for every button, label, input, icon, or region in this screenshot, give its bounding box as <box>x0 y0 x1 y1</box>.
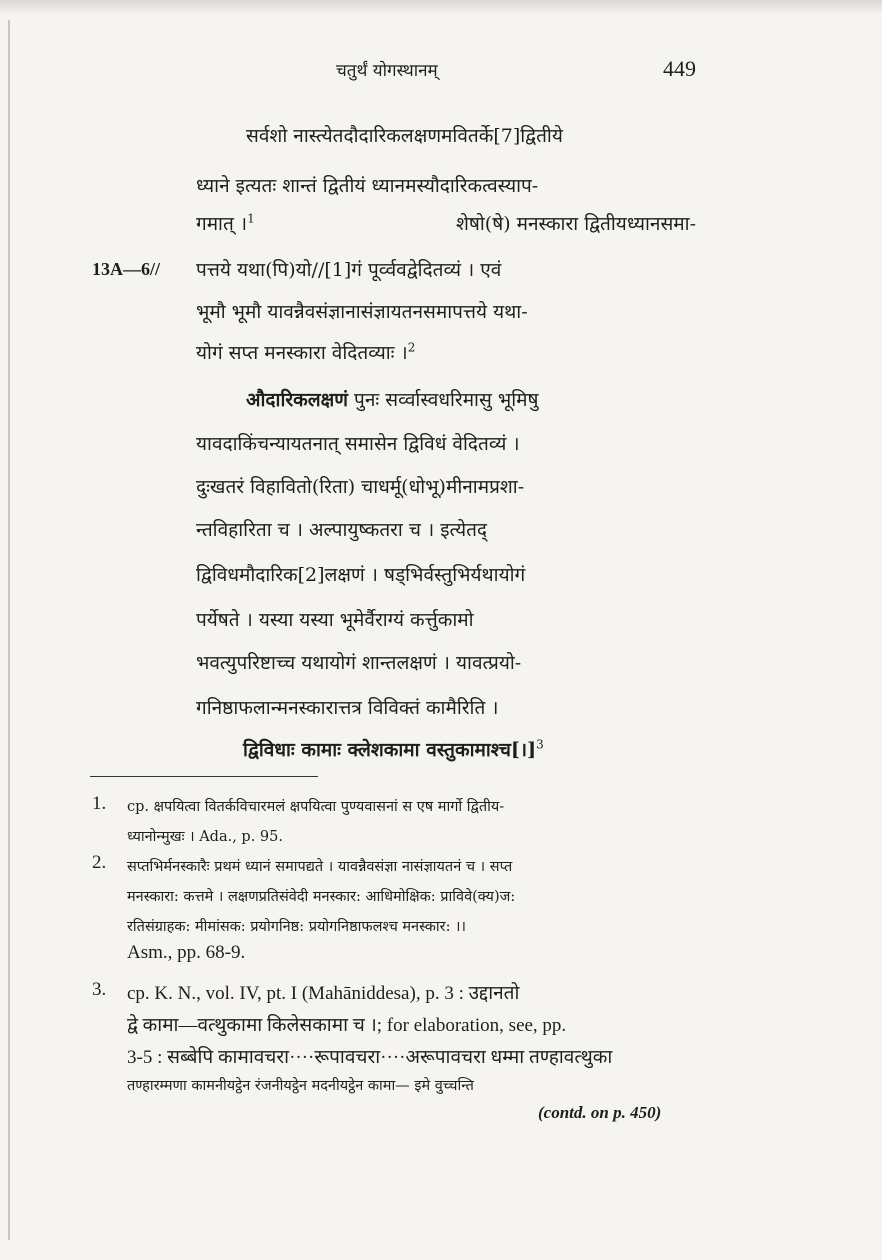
footnote-2-line-3 <box>127 916 695 936</box>
body-line-12 <box>196 608 696 632</box>
body-text: सर्वशो नास्त्येतदौदारिकलक्षणमवितर्के[7]द्वितीये <box>246 125 563 147</box>
footnote-number-2: 2. <box>92 852 107 873</box>
footnote-text: तण्हारम्मणा कामनीयट्ठेन रंजनीयट्ठेन मदनीयट्ठेन कामा— इमे वुच्चन्ति <box>127 1078 474 1094</box>
footnote-3-line-4 <box>127 1075 695 1095</box>
body-line-10 <box>196 518 696 542</box>
footnote-text: cp. K. N., vol. IV, pt. I (Mahāniddesa), p. 3 : उद्दानतो <box>127 983 520 1004</box>
body-text: द्विविधमौदारिक[2]लक्षणं । षड्भिर्वस्तुभिर्यथायोगं <box>196 564 526 586</box>
footnote-text: मनस्कारा: कत्तमे । लक्षणप्रतिसंवेदी मनस्कार: आधिमोक्षिक: प्राविवे(क्य)ज: <box>127 889 516 905</box>
page-left-edge <box>8 20 10 1240</box>
footnote-2-line-2 <box>127 886 695 906</box>
continuation-note: (contd. on p. 450) <box>538 1103 662 1122</box>
body-line-13 <box>196 651 696 675</box>
body-text: पुनः सर्व्वास्वधरिमासु भूमिषु <box>354 389 539 411</box>
body-line-8 <box>196 432 696 456</box>
body-line-14 <box>196 696 696 720</box>
page-top-edge <box>0 0 882 14</box>
body-line-11 <box>196 563 696 587</box>
body-text: भूमौ भूमौ यावन्नैवसंज्ञानासंज्ञायतनसमापत्तये यथा- <box>196 301 528 323</box>
footnote-text: द्वे कामा—वत्थुकामा किलेसकामा च ।; for elaboration, see, pp. <box>127 1015 567 1036</box>
body-line-4 <box>196 258 696 282</box>
body-line-6 <box>196 341 696 365</box>
page-number: 449 <box>663 56 696 81</box>
body-line-5 <box>196 300 696 324</box>
footnote-1-line-1 <box>127 796 695 816</box>
footnote-text: रतिसंग्राहक: मीमांसक: प्रयोगनिष्ठ: प्रयोगनिष्ठाफलश्च मनस्कार: ।। <box>127 919 467 935</box>
footnote-3-line-2 <box>127 1011 695 1037</box>
footnote-3-line-1 <box>127 979 695 1005</box>
footnote-text: cp. क्षपयित्वा वितर्कविचारमलं क्षपयित्वा पुण्यवासनां स एष मार्गो द्वितीय- <box>127 799 505 815</box>
footnote-1-line-2 <box>127 826 695 846</box>
footnote-2-line-1 <box>127 856 695 876</box>
body-text-part: गमात् । <box>196 213 248 235</box>
body-line-1 <box>246 124 696 148</box>
footnote-divider <box>90 776 318 777</box>
footnote-marker-2: 2 <box>407 340 416 355</box>
footnote-text: सप्तभिर्मनस्कारैः प्रथमं ध्यानं समापद्यते । यावन्नैवसंज्ञा नासंज्ञायतनं च । सप्त <box>127 859 513 875</box>
body-text: यावदाकिंचन्यायतनात् समासेन द्विविधं वेदितव्यं । <box>196 433 520 455</box>
footnote-marker-3: 3 <box>536 737 544 752</box>
body-line-3 <box>196 212 696 236</box>
body-text: दुःखतरं विहावितो(रिता) चाधर्मू(धोभू)मीनामप्रशा- <box>196 476 525 498</box>
body-text <box>196 212 255 236</box>
body-line-9 <box>196 475 696 499</box>
body-text: पत्तये यथा(पि)यो//[1]गं पूर्व्ववद्वेदितव्यं । एवं <box>196 259 502 281</box>
footnote-text: ध्यानोन्मुखः । Ada., p. 95. <box>127 829 283 845</box>
body-text: योगं सप्त मनस्कारा वेदितव्याः । <box>196 342 408 364</box>
body-text: न्तविहारिता च । अल्पायुष्कतरा च । इत्येतद् <box>196 519 488 541</box>
section-heading <box>243 738 703 762</box>
footnote-number-1: 1. <box>92 793 107 814</box>
body-text: भवत्युपरिष्टाच्च यथायोगं शान्तलक्षणं । यावत्प्रयो- <box>196 652 522 674</box>
body-line-2 <box>196 174 696 198</box>
body-text: ध्याने इत्यतः शान्तं द्वितीयं ध्यानमस्यौदारिकत्वस्याप- <box>196 175 539 197</box>
footnote-2-line-4 <box>127 942 695 964</box>
footnote-number-3: 3. <box>92 979 107 1000</box>
body-text-part: शेषो(षे) मनस्कारा द्वितीयध्यानसमा- <box>455 213 696 235</box>
running-header: चतुर्थं योगस्थानम् <box>336 61 438 81</box>
footnote-marker-1: 1 <box>247 211 255 226</box>
bold-term: औदारिकलक्षणं <box>246 389 348 411</box>
heading-text: द्विविधाः कामाः क्लेशकामा वस्तुकामाश्च[।] <box>243 739 537 761</box>
footnote-3-line-3 <box>127 1043 695 1069</box>
footnote-text: 3-5 : सब्बेपि कामावचरा····रूपावचरा····अरूपावचरा धम्मा तण्हावत्थुका <box>127 1047 613 1068</box>
body-line-7 <box>246 388 696 412</box>
footnote-text: Asm., pp. 68-9. <box>127 942 246 963</box>
margin-reference: 13A—6// <box>92 259 161 279</box>
body-text: गनिष्ठाफलान्मनस्कारात्तत्र विविक्तं कामैरिति । <box>196 697 499 719</box>
body-text: पर्येषते । यस्या यस्या भूमेर्वैराग्यं कर्त्तुकामो <box>196 609 474 631</box>
